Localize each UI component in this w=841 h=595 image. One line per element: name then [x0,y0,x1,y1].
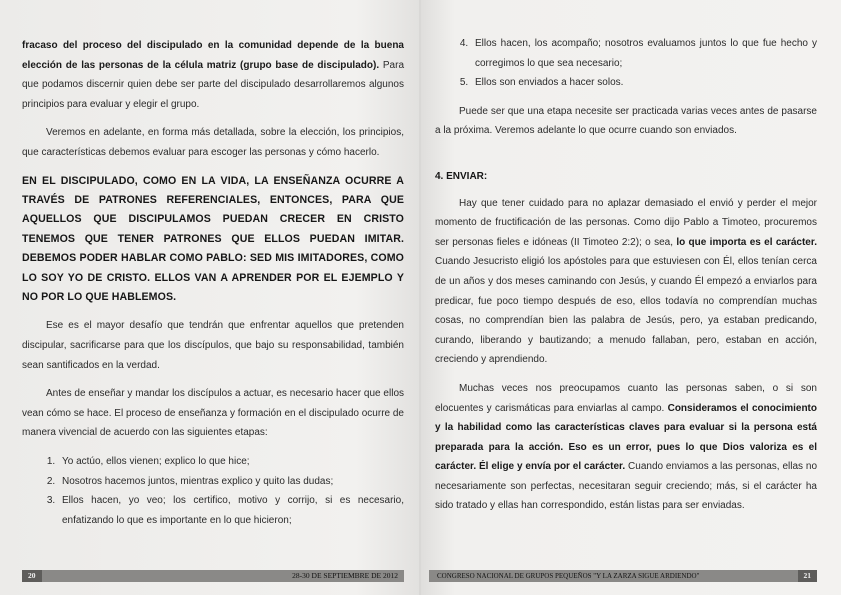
left-footer [22,570,404,582]
left-paragraph-5: Antes de enseñar y mandar los discípulos a actuar, es necesario hacer que ellos vean cómo se hace. El proceso de enseñanza y formación en el discipulado ocurre de manera vivencial de acuerdo con las siguientes etapas: [22,388,404,439]
right-paragraph-3-bold: Consideramos el conocimiento y la habilidad como las características claves para evaluar si la persona está preparada para la acción. Eso es un error, pues lo que Dios valoriza es el carácter. Él elige y envía por el carácter. [435,402,817,473]
right-page [421,0,841,595]
left-page-number: 20 [22,570,42,582]
right-paragraph-2 [435,194,817,370]
left-paragraph-4: Ese es el mayor desafío que tendrán que enfrentar aquellos que pretenden discipular, sacrificarse para que los discípulos, que bajo su responsabilidad, también sean santificados en la verdad. [22,320,404,371]
right-paragraph-3 [435,379,817,516]
right-paragraph-2-bold: lo que importa es el carácter. [672,236,817,248]
right-paragraph-1: Puede ser que una etapa necesite ser practicada varias veces antes de pasarse a la próxima. Veremos adelante lo que ocurre cuando son enviados. [435,105,817,137]
right-text-column [435,34,817,525]
left-footer-date: 28-30 DE SEPTIEMBRE DE 2012 [292,571,398,580]
right-footer-congress: CONGRESO NACIONAL DE GRUPOS PEQUEÑOS "Y LA ZARZA SIGUE ARDIENDO" [437,572,700,580]
left-paragraph-1 [22,36,404,114]
left-paragraph-1-bold: fracaso del proceso del discipulado en la comunidad depende de la buena elección de las personas de la célula matriz (grupo base de discipulado). [22,40,404,71]
stages-list-part-1 [22,452,404,530]
stage-item: 2. Nosotros hacemos juntos, mientras explico y quito las dudas; [58,472,404,492]
right-paragraph-2-a: Hay que tener cuidado para no aplazar demasiado el envió y perder el mejor momento de fructificación de las personas. Como dijo Pablo a Timoteo, procuremos ser personas fieles e idóneas (II Timoteo 2:2); o sea, [435,197,817,248]
left-paragraph-1-rest: Para que podamos discernir quien debe ser parte del discipulado desarrollaremos algunos principios para evaluar y elegir el grupo. [22,59,405,110]
right-paragraph-2-c: Cuando Jesucristo eligió los apóstoles para que estuviesen con Él, ellos tenían cerca de un años y dos meses caminando con Jesús, y cuando Él empezó a enviarlos para predicar, fue poco tiempo después de eso, ellos todavía no comprendían muchas cosas, no comprendían bien las palabra de Jesús, pero, ya estaban predicando, curando, liberando y bautizando; a menudo fallaban, pero, estaban en acción, creciendo y aprendiendo. [435,256,817,366]
left-text-column [22,36,404,539]
right-footer [429,570,817,582]
left-caps-paragraph: EN EL DISCIPULADO, COMO EN LA VIDA, LA ENSEÑANZA OCURRE A TRAVÉS DE PATRONES REFERENCIALES, ENTONCES, PARA QUE AQUELLOS QUE DISCIPULAMOS PUEDAN CRECER EN CRISTO TENEMOS QUE TENER PATRONES QUE ELLOS PUEDAN IMITAR. DEBEMOS PODER HABLAR COMO PABLO: SED MIS IMITADORES, COMO LO SOY YO DE CRISTO. ELLOS VAN A APRENDER POR EL EJEMPLO Y NO POR LO QUE HABLEMOS. [22,174,404,303]
stages-list-part-2 [435,34,817,93]
right-paragraph-3-a: Muchas veces nos preocupamos cuanto las personas saben, o si son elocuentes y carismáticas para enviarlas al campo. [435,382,817,414]
right-page-number: 21 [798,570,818,582]
stage-item: 3. Ellos hacen, yo veo; los certifico, motivo y corrijo, si es necesario, enfatizando lo que es importante en lo que hicieron; [58,491,404,530]
left-paragraph-2: Veremos en adelante, en forma más detallada, sobre la elección, los principios, que características debemos evaluar para escoger las personas y cómo hacerlo. [22,127,404,158]
stage-item: 5. Ellos son enviados a hacer solos. [471,73,817,93]
stage-item: 1. Yo actúo, ellos vienen; explico lo que hice; [58,452,404,472]
stage-item: 4. Ellos hacen, los acompaño; nosotros evaluamos juntos lo que fue hecho y corregimos lo que sea necesario; [471,34,817,73]
right-paragraph-3-c: Cuando enviamos a las personas, ellas no necesariamente son perfectas, necesitaran seguir creciendo; más, si el carácter ha sido tratado y ellas han correspondido, están listas para ser enviadas. [435,461,817,512]
left-page [0,0,419,595]
section-heading-enviar: 4. ENVIAR: [435,170,488,182]
